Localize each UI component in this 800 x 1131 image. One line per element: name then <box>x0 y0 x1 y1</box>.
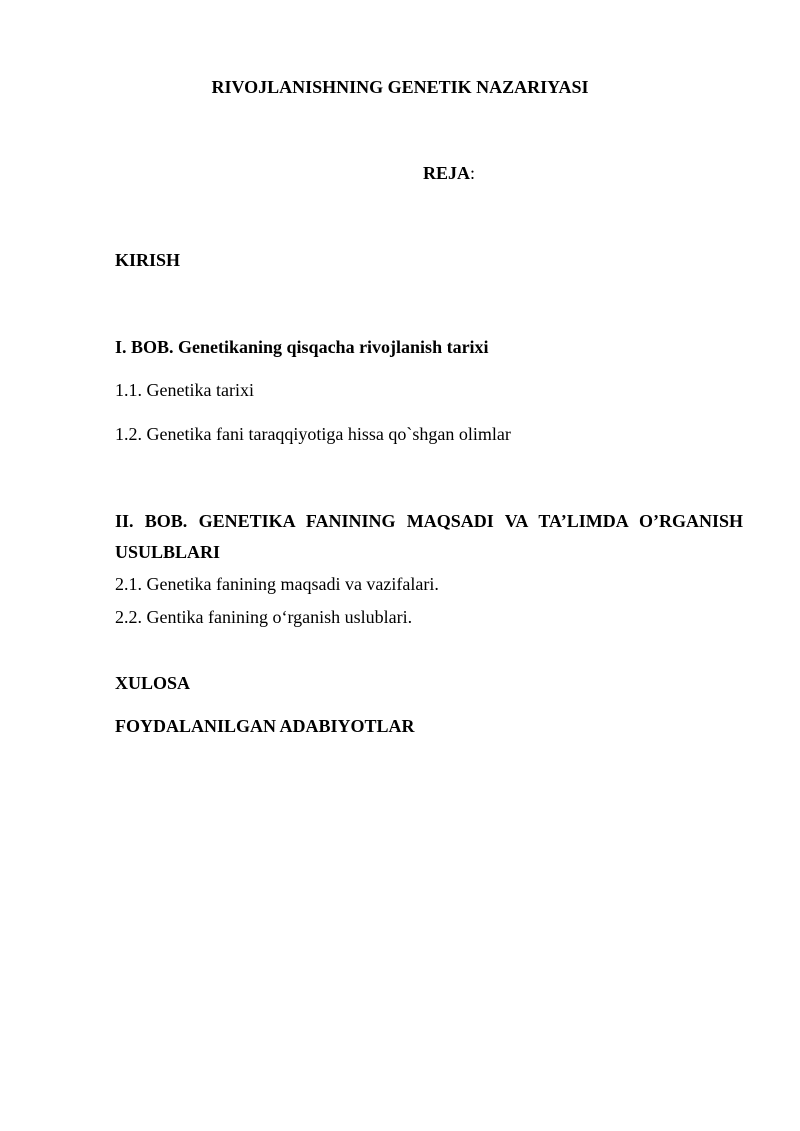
chapter2-heading-line2: USULBLARI <box>115 542 221 562</box>
plan-label: REJA <box>422 163 470 183</box>
chapter2-item: 2.1. Genetika fanining maqsadi va vazifalari. <box>115 574 439 594</box>
document-title: RIVOJLANISHNING GENETIK NAZARIYASI <box>211 77 589 97</box>
references-heading: FOYDALANILGAN ADABIYOTLAR <box>115 716 415 736</box>
chapter1-item: 1.1. Genetika tarixi <box>115 380 254 400</box>
plan-heading <box>49 162 800 184</box>
chapter1-heading: I. BOB. Genetikaning qisqacha rivojlanish tarixi <box>115 337 489 357</box>
plan-colon: : <box>470 163 476 183</box>
chapter2-heading-line1: II. BOB. GENETIKA FANINING MAQSADI VA TA’LIMDA O’RGANISH <box>115 511 743 531</box>
intro-heading: KIRISH <box>115 250 181 270</box>
chapter1-item: 1.2. Genetika fani taraqqiyotiga hissa qo`shgan olimlar <box>115 424 511 444</box>
chapter2-item: 2.2. Gentika fanining o‘rganish uslublari. <box>115 607 413 627</box>
conclusion-heading: XULOSA <box>115 673 191 693</box>
